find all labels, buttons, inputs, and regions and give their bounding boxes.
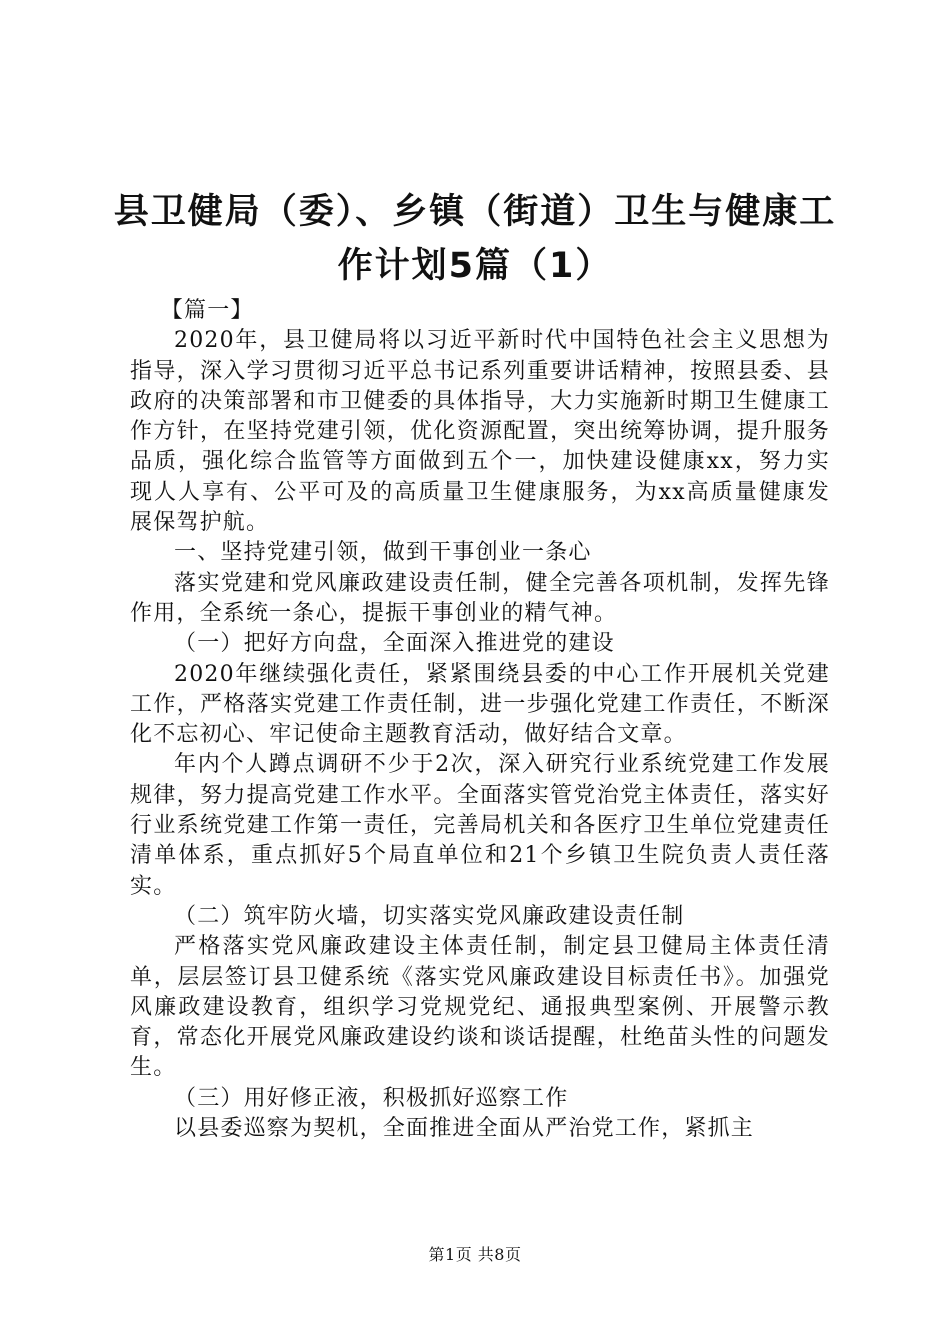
paragraph: 2020年继续强化责任，紧紧围绕县委的中心工作开展机关党建工作，严格落实党建工作责任制，进一步强化党建工作责任，不断深化不忘初心、牢记使命主题教育活动，做好结合文章。 xyxy=(130,661,830,748)
document-title-line-1: 县卫健局（委）、乡镇（街道）卫生与健康工 xyxy=(113,192,837,232)
paragraph: 以县委巡察为契机，全面推进全面从严治党工作，紧抓主 xyxy=(174,1116,755,1142)
paragraph: 落实党建和党风廉政建设责任制，健全完善各项机制，发挥先锋作用，全系统一条心，提振干事创业的精气神。 xyxy=(130,570,830,626)
page-footer: 第1页 共8页 xyxy=(428,1245,522,1264)
heading-section-1: 一、坚持党建引领，做到干事创业一条心 xyxy=(174,540,592,566)
section-mark: 【篇一】 xyxy=(160,298,254,323)
subheading-3: （三）用好修正液，积极抓好巡察工作 xyxy=(174,1085,569,1111)
paragraph: 年内个人蹲点调研不少于2次，深入研究行业系统党建工作发展规律，努力提高党建工作水平。全面落实管党治党主体责任，落实好行业系统党建工作第一责任，完善局机关和各医疗卫生单位党建责任清单体系，重点抓好5个局直单位和21个乡镇卫生院负责人责任落实。 xyxy=(130,752,830,899)
document-title-line-2: 作计划5篇（1） xyxy=(337,246,613,286)
document-body xyxy=(130,296,830,1144)
subheading-1: （一）把好方向盘，全面深入推进党的建设 xyxy=(174,631,615,657)
subheading-2: （二）筑牢防火墙，切实落实党风廉政建设责任制 xyxy=(174,903,685,929)
paragraph-intro: 2020年，县卫健局将以习近平新时代中国特色社会主义思想为指导，深入学习贯彻习近平总书记系列重要讲话精神，按照县委、县政府的决策部署和市卫健委的具体指导，大力实施新时期卫生健康工作方针，在坚持党建引领，优化资源配置，突出统筹协调，提升服务品质，强化综合监管等方面做到五个一，加快建设健康xx，努力实现人人享有、公平可及的高质量卫生健康服务，为xx高质量健康发展保驾护航。 xyxy=(130,328,830,536)
paragraph: 严格落实党风廉政建设主体责任制，制定县卫健局主体责任清单，层层签订县卫健系统《落实党风廉政建设目标责任书》。加强党风廉政建设教育，组织学习党规党纪、通报典型案例、开展警示教育，常态化开展党风廉政建设约谈和谈话提醒，杜绝苗头性的问题发生。 xyxy=(130,934,830,1081)
